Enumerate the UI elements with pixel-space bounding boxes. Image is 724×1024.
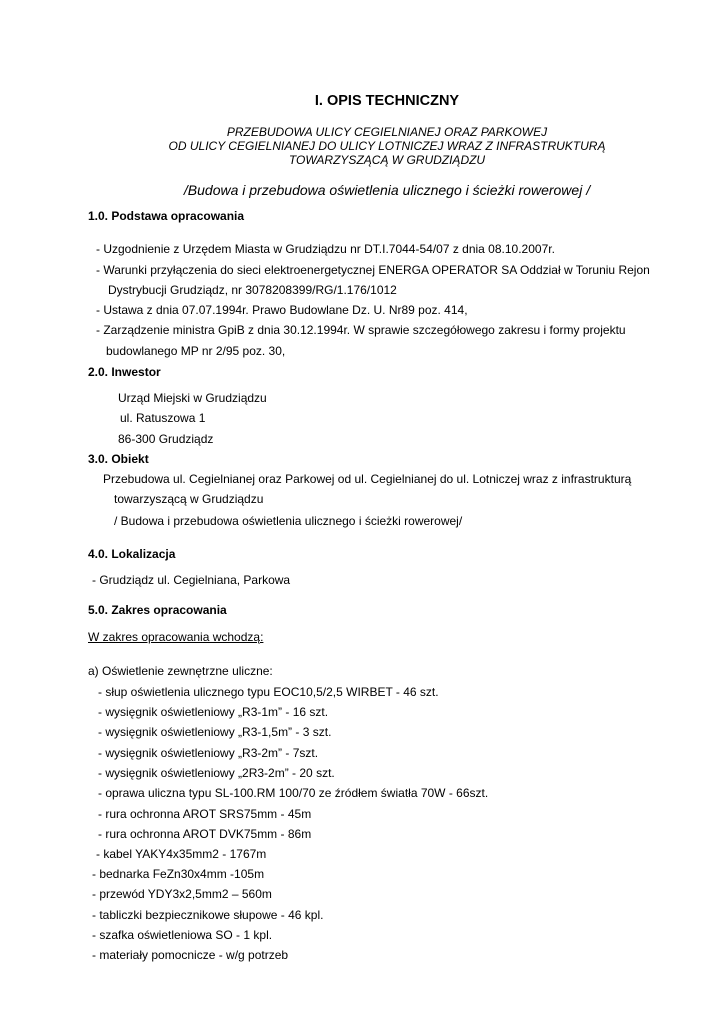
scope-item: - bednarka FeZn30x4mm -105m bbox=[92, 867, 265, 881]
scope-item: - szafka oświetleniowa SO - 1 kpl. bbox=[92, 928, 273, 942]
investor-line: ul. Ratuszowa 1 bbox=[120, 411, 206, 425]
investor-line: Urząd Miejski w Grudziądzu bbox=[118, 391, 267, 405]
scope-item: - przewód YDY3x2,5mm2 – 560m bbox=[92, 887, 272, 901]
basis-line: - Zarządzenie ministra GpiB z dnia 30.12.1994r. W sprawie szczegółowego zakresu i formy projektu bbox=[96, 323, 626, 337]
scope-item: - wysięgnik oświetleniowy „R3-1m” - 16 szt. bbox=[98, 705, 329, 719]
section-heading-scope: 5.0. Zakres opracowania bbox=[88, 603, 227, 617]
section-heading-location: 4.0. Lokalizacja bbox=[88, 547, 176, 561]
scope-item: - wysięgnik oświetleniowy „2R3-2m” - 20 szt. bbox=[98, 766, 335, 780]
section-heading-investor: 2.0. Inwestor bbox=[88, 365, 161, 379]
scope-item: - kabel YAKY4x35mm2 - 1767m bbox=[96, 847, 267, 861]
subtitle-line: TOWARZYSZĄCĄ W GRUDZIĄDZU bbox=[288, 153, 486, 167]
basis-line: - Warunki przyłączenia do sieci elektroenergetycznej ENERGA OPERATOR SA Oddział w Toruniu Rejon bbox=[96, 263, 650, 277]
scope-item: - tabliczki bezpiecznikowe słupowe - 46 kpl. bbox=[92, 908, 324, 922]
scope-item: - rura ochronna AROT DVK75mm - 86m bbox=[98, 827, 312, 841]
section-heading-object: 3.0. Obiekt bbox=[88, 452, 149, 466]
investor-line: 86-300 Grudziądz bbox=[118, 432, 214, 446]
basis-line: - Ustawa z dnia 07.07.1994r. Prawo Budowlane Dz. U. Nr89 poz. 414, bbox=[96, 303, 468, 317]
scope-item: - wysięgnik oświetleniowy „R3-1,5m” - 3 szt. bbox=[98, 725, 332, 739]
basis-line: - Uzgodnienie z Urzędem Miasta w Grudziądzu nr DT.I.7044-54/07 z dnia 08.10.2007r. bbox=[96, 242, 555, 256]
subtitle-line: PRZEBUDOWA ULICY CEGIELNIANEJ ORAZ PARKOWEJ bbox=[226, 125, 548, 139]
object-line: Przebudowa ul. Cegielnianej oraz Parkowej od ul. Cegielnianej do ul. Lotniczej wraz z infrastrukturą bbox=[103, 472, 632, 486]
scope-item: - materiały pomocnicze - w/g potrzeb bbox=[92, 948, 289, 962]
scope-intro: W zakres opracowania wchodzą: bbox=[88, 630, 264, 644]
section-heading-basis: 1.0. Podstawa opracowania bbox=[88, 209, 245, 223]
document-title: I. OPIS TECHNICZNY bbox=[314, 93, 460, 109]
scope-item: - wysięgnik oświetleniowy „R3-2m” - 7szt. bbox=[98, 746, 319, 760]
scope-item: - rura ochronna AROT SRS75mm - 45m bbox=[98, 807, 312, 821]
scope-item: - słup oświetlenia ulicznego typu EOC10,5/2,5 WIRBET - 46 szt. bbox=[98, 685, 439, 699]
basis-line: budowlanego MP nr 2/95 poz. 30, bbox=[106, 344, 286, 358]
object-line: towarzyszącą w Grudziądzu bbox=[114, 492, 264, 506]
scope-group-a: a) Oświetlenie zewnętrzne uliczne: bbox=[88, 664, 273, 678]
object-line: / Budowa i przebudowa oświetlenia ulicznego i ścieżki rowerowej/ bbox=[114, 514, 463, 528]
subtitle-line: OD ULICY CEGIELNIANEJ DO ULICY LOTNICZEJ WRAZ Z INFRASTRUKTURĄ bbox=[168, 139, 606, 153]
location-line: - Grudziądz ul. Cegielniana, Parkowa bbox=[92, 573, 291, 587]
basis-line: Dystrybucji Grudziądz, nr 3078208399/RG/1.176/1012 bbox=[108, 283, 397, 297]
scope-item: - oprawa uliczna typu SL-100.RM 100/70 ze źródłem światła 70W - 66szt. bbox=[98, 786, 489, 800]
subject-line: /Budowa i przebudowa oświetlenia ulicznego i ścieżki rowerowej / bbox=[183, 182, 591, 198]
